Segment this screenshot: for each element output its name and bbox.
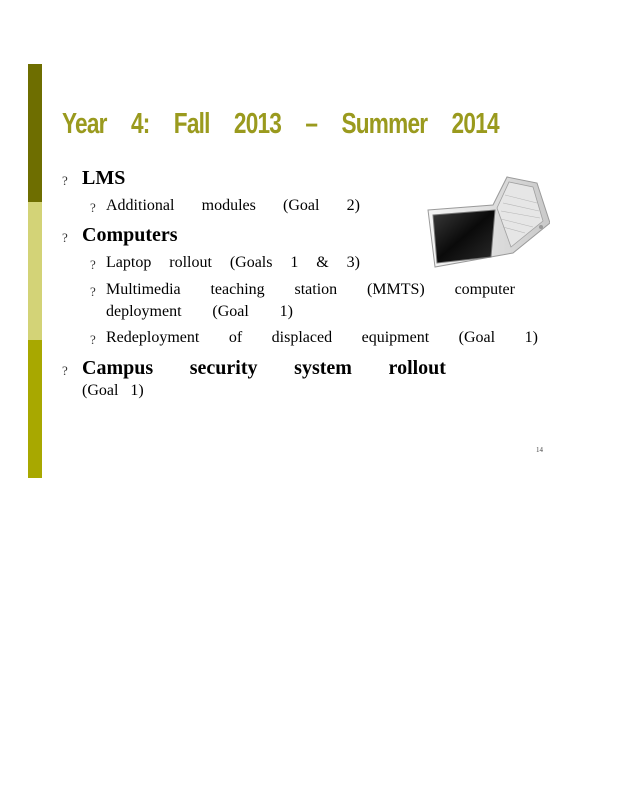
bullet-glyph: ? [62, 173, 68, 188]
word: 1 [290, 254, 299, 271]
word: (Goal [283, 197, 320, 214]
word: 2) [346, 197, 360, 214]
title-word: Year [62, 108, 107, 140]
word: Redeployment [106, 329, 200, 346]
bullet-computers: Computers [82, 224, 178, 246]
word: equipment [361, 329, 430, 346]
bullet-glyph: ? [62, 363, 68, 378]
sub-bullet-mmts-line2 [106, 303, 293, 321]
word: modules [201, 197, 256, 214]
title-word: Summer [341, 108, 428, 140]
word: rollout [169, 254, 212, 271]
sub-bullet-glyph: ? [90, 284, 96, 299]
word: computer [454, 281, 515, 298]
title-word: – [305, 108, 318, 140]
title-word: 4: [130, 108, 150, 140]
side-bar-light [28, 202, 42, 340]
word: deployment [106, 303, 182, 320]
word: Multimedia [106, 281, 181, 298]
sub-bullet-glyph: ? [90, 332, 96, 347]
word: Additional [106, 197, 175, 214]
word: system [294, 357, 352, 379]
side-bar-dark [28, 64, 42, 202]
word: & [316, 254, 329, 271]
word: Laptop [106, 254, 152, 271]
campus-security-goal: (Goal 1) [82, 382, 144, 399]
side-bar-olive [28, 340, 42, 478]
word: rollout [388, 357, 446, 379]
bullet-campus-security [82, 357, 446, 380]
sub-bullet-additional-modules [106, 197, 360, 215]
title-word: 2014 [451, 108, 499, 140]
word: displaced [271, 329, 333, 346]
word: 1) [279, 303, 293, 320]
word: 3) [346, 254, 360, 271]
bullet-glyph: ? [62, 230, 68, 245]
word: (MMTS) [366, 281, 425, 298]
bullet-lms: LMS [82, 167, 126, 189]
word: of [228, 329, 243, 346]
title-word: 2013 [233, 108, 282, 140]
word: teaching [210, 281, 265, 298]
sub-bullet-glyph: ? [90, 200, 96, 215]
title-word: Fall [173, 108, 210, 140]
word: (Goal [212, 303, 249, 320]
sub-bullet-laptop-rollout [106, 254, 360, 272]
slide-title [62, 108, 499, 141]
sub-bullet-mmts-line1 [106, 281, 515, 299]
sub-bullet-redeployment [106, 329, 538, 347]
laptop-icon [425, 175, 550, 270]
word: Campus [82, 357, 154, 379]
sub-bullet-glyph: ? [90, 257, 96, 272]
word: (Goals [229, 254, 273, 271]
word: (Goal [458, 329, 496, 346]
word: station [294, 281, 338, 298]
page-number: 14 [536, 446, 543, 454]
word: security [189, 357, 258, 379]
word: 1) [524, 329, 538, 346]
